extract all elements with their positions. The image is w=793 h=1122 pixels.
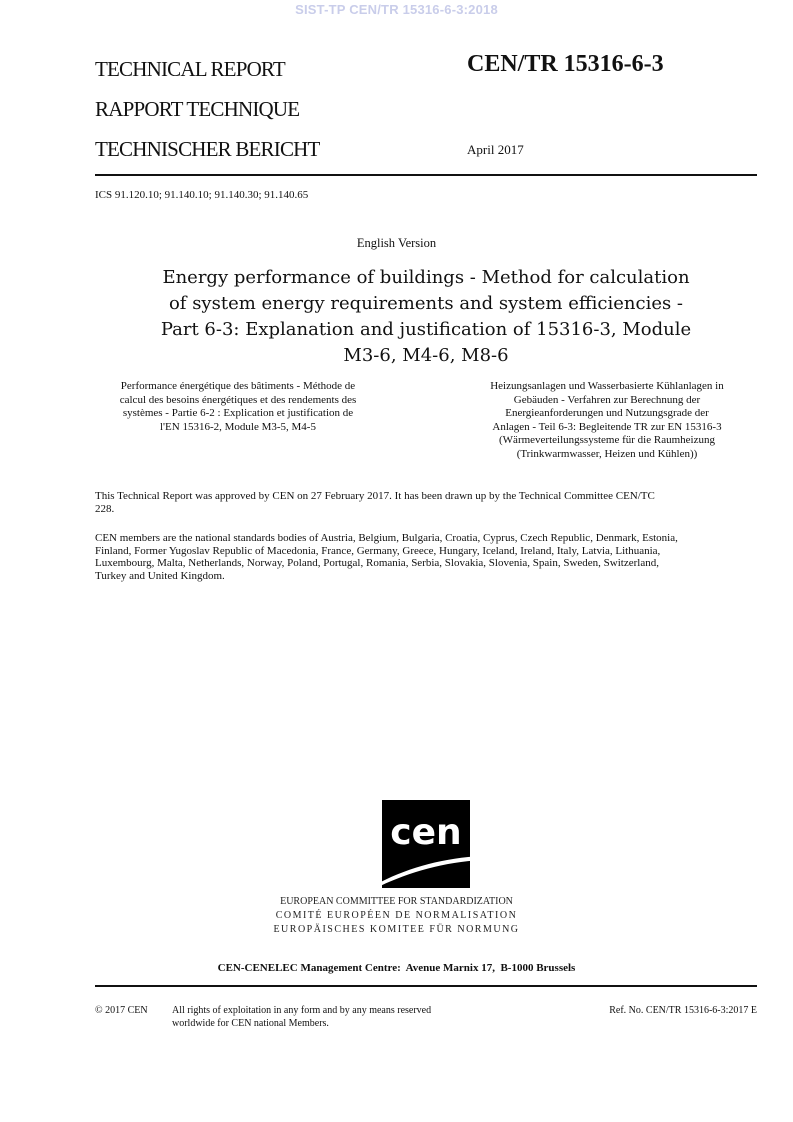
french-title-line: l'EN 15316-2, Module M3-5, M4-5 bbox=[160, 420, 316, 433]
watermark: SIST-TP CEN/TR 15316-6-3:2018 bbox=[295, 2, 498, 17]
document-number: CEN/TR 15316-6-3 bbox=[467, 51, 664, 77]
title-line: M3-6, M4-6, M8-6 bbox=[343, 345, 509, 366]
members-paragraph bbox=[95, 532, 759, 582]
rights-statement bbox=[172, 1004, 431, 1030]
members-line: CEN members are the national standards bodies of Austria, Belgium, Bulgaria, Croatia, Cyprus, Czech Republic, Denmark, Estonia, bbox=[95, 532, 678, 544]
german-title-line: Energieanforderungen und Nutzungsgrade der bbox=[505, 407, 709, 419]
footer-divider bbox=[95, 985, 757, 987]
doc-type-fr: RAPPORT TECHNIQUE bbox=[95, 97, 300, 121]
management-centre: CEN-CENELEC Management Centre: Avenue Marnix 17, B-1000 Brussels bbox=[217, 962, 576, 974]
german-title-line: (Wärmeverteilungssysteme für die Raumheizung bbox=[499, 434, 715, 446]
german-title-line: Anlagen - Teil 6-3: Begleitende TR zur EN 15316-3 bbox=[492, 420, 722, 433]
copyright: © 2017 CEN bbox=[95, 1005, 148, 1016]
committee-name-en: EUROPEAN COMMITTEE FOR STANDARDIZATION bbox=[280, 896, 513, 907]
title-line: Energy performance of buildings - Method for calculation bbox=[162, 267, 690, 288]
committee-name-de: EUROPÄISCHES KOMITEE FÜR NORMUNG bbox=[273, 924, 520, 935]
german-title-line: (Trinkwarmwasser, Heizen und Kühlen)) bbox=[516, 447, 698, 460]
cen-logo-icon bbox=[370, 800, 482, 888]
french-title-line: systèmes - Partie 6-2 : Explication et justification de bbox=[122, 407, 354, 419]
german-title-line: Heizungsanlagen und Wasserbasierte Kühlanlagen in bbox=[490, 380, 724, 392]
ics-codes: ICS 91.120.10; 91.140.10; 91.140.30; 91.140.65 bbox=[95, 189, 309, 201]
document-title bbox=[95, 265, 757, 369]
french-title-line: calcul des besoins énergétiques et des rendements des bbox=[119, 393, 357, 406]
title-line: Part 6-3: Explanation and justification of 15316-3, Module bbox=[160, 319, 692, 340]
members-line: Luxembourg, Malta, Netherlands, Norway, Poland, Portugal, Romania, Serbia, Slovakia, Slovenia, Spain, Sweden, Switzerland, bbox=[95, 557, 659, 569]
title-line: of system energy requirements and system efficiencies - bbox=[168, 293, 684, 314]
committee-name-fr: COMITÉ EUROPÉEN DE NORMALISATION bbox=[275, 910, 518, 921]
french-title-line: Performance énergétique des bâtiments - Méthode de bbox=[120, 380, 356, 392]
doc-type-de: TECHNISCHER BERICHT bbox=[95, 137, 320, 161]
members-line: Turkey and United Kingdom. bbox=[95, 569, 225, 582]
cen-logo-text: cen bbox=[390, 812, 462, 853]
french-title bbox=[88, 380, 388, 434]
approval-line: This Technical Report was approved by CEN on 27 February 2017. It has been drawn up by the Technical Committee CEN/TC bbox=[95, 490, 655, 502]
members-line: Finland, Former Yugoslav Republic of Macedonia, France, Germany, Greece, Hungary, Iceland, Ireland, Italy, Latvia, Lithuania, bbox=[95, 544, 661, 557]
version-label: English Version bbox=[356, 236, 437, 250]
publication-date: April 2017 bbox=[467, 142, 524, 157]
rights-line: worldwide for CEN national Members. bbox=[172, 1018, 329, 1029]
rights-line: All rights of exploitation in any form and by any means reserved bbox=[172, 1005, 432, 1016]
reference-number: Ref. No. CEN/TR 15316-6-3:2017 E bbox=[609, 1005, 757, 1016]
header-divider bbox=[95, 174, 757, 176]
approval-line: 228. bbox=[95, 502, 115, 515]
approval-paragraph bbox=[95, 490, 759, 515]
german-title-line: Gebäuden - Verfahren zur Berechnung der bbox=[513, 393, 701, 406]
doc-type-en: TECHNICAL REPORT bbox=[95, 57, 285, 81]
german-title bbox=[457, 380, 757, 461]
